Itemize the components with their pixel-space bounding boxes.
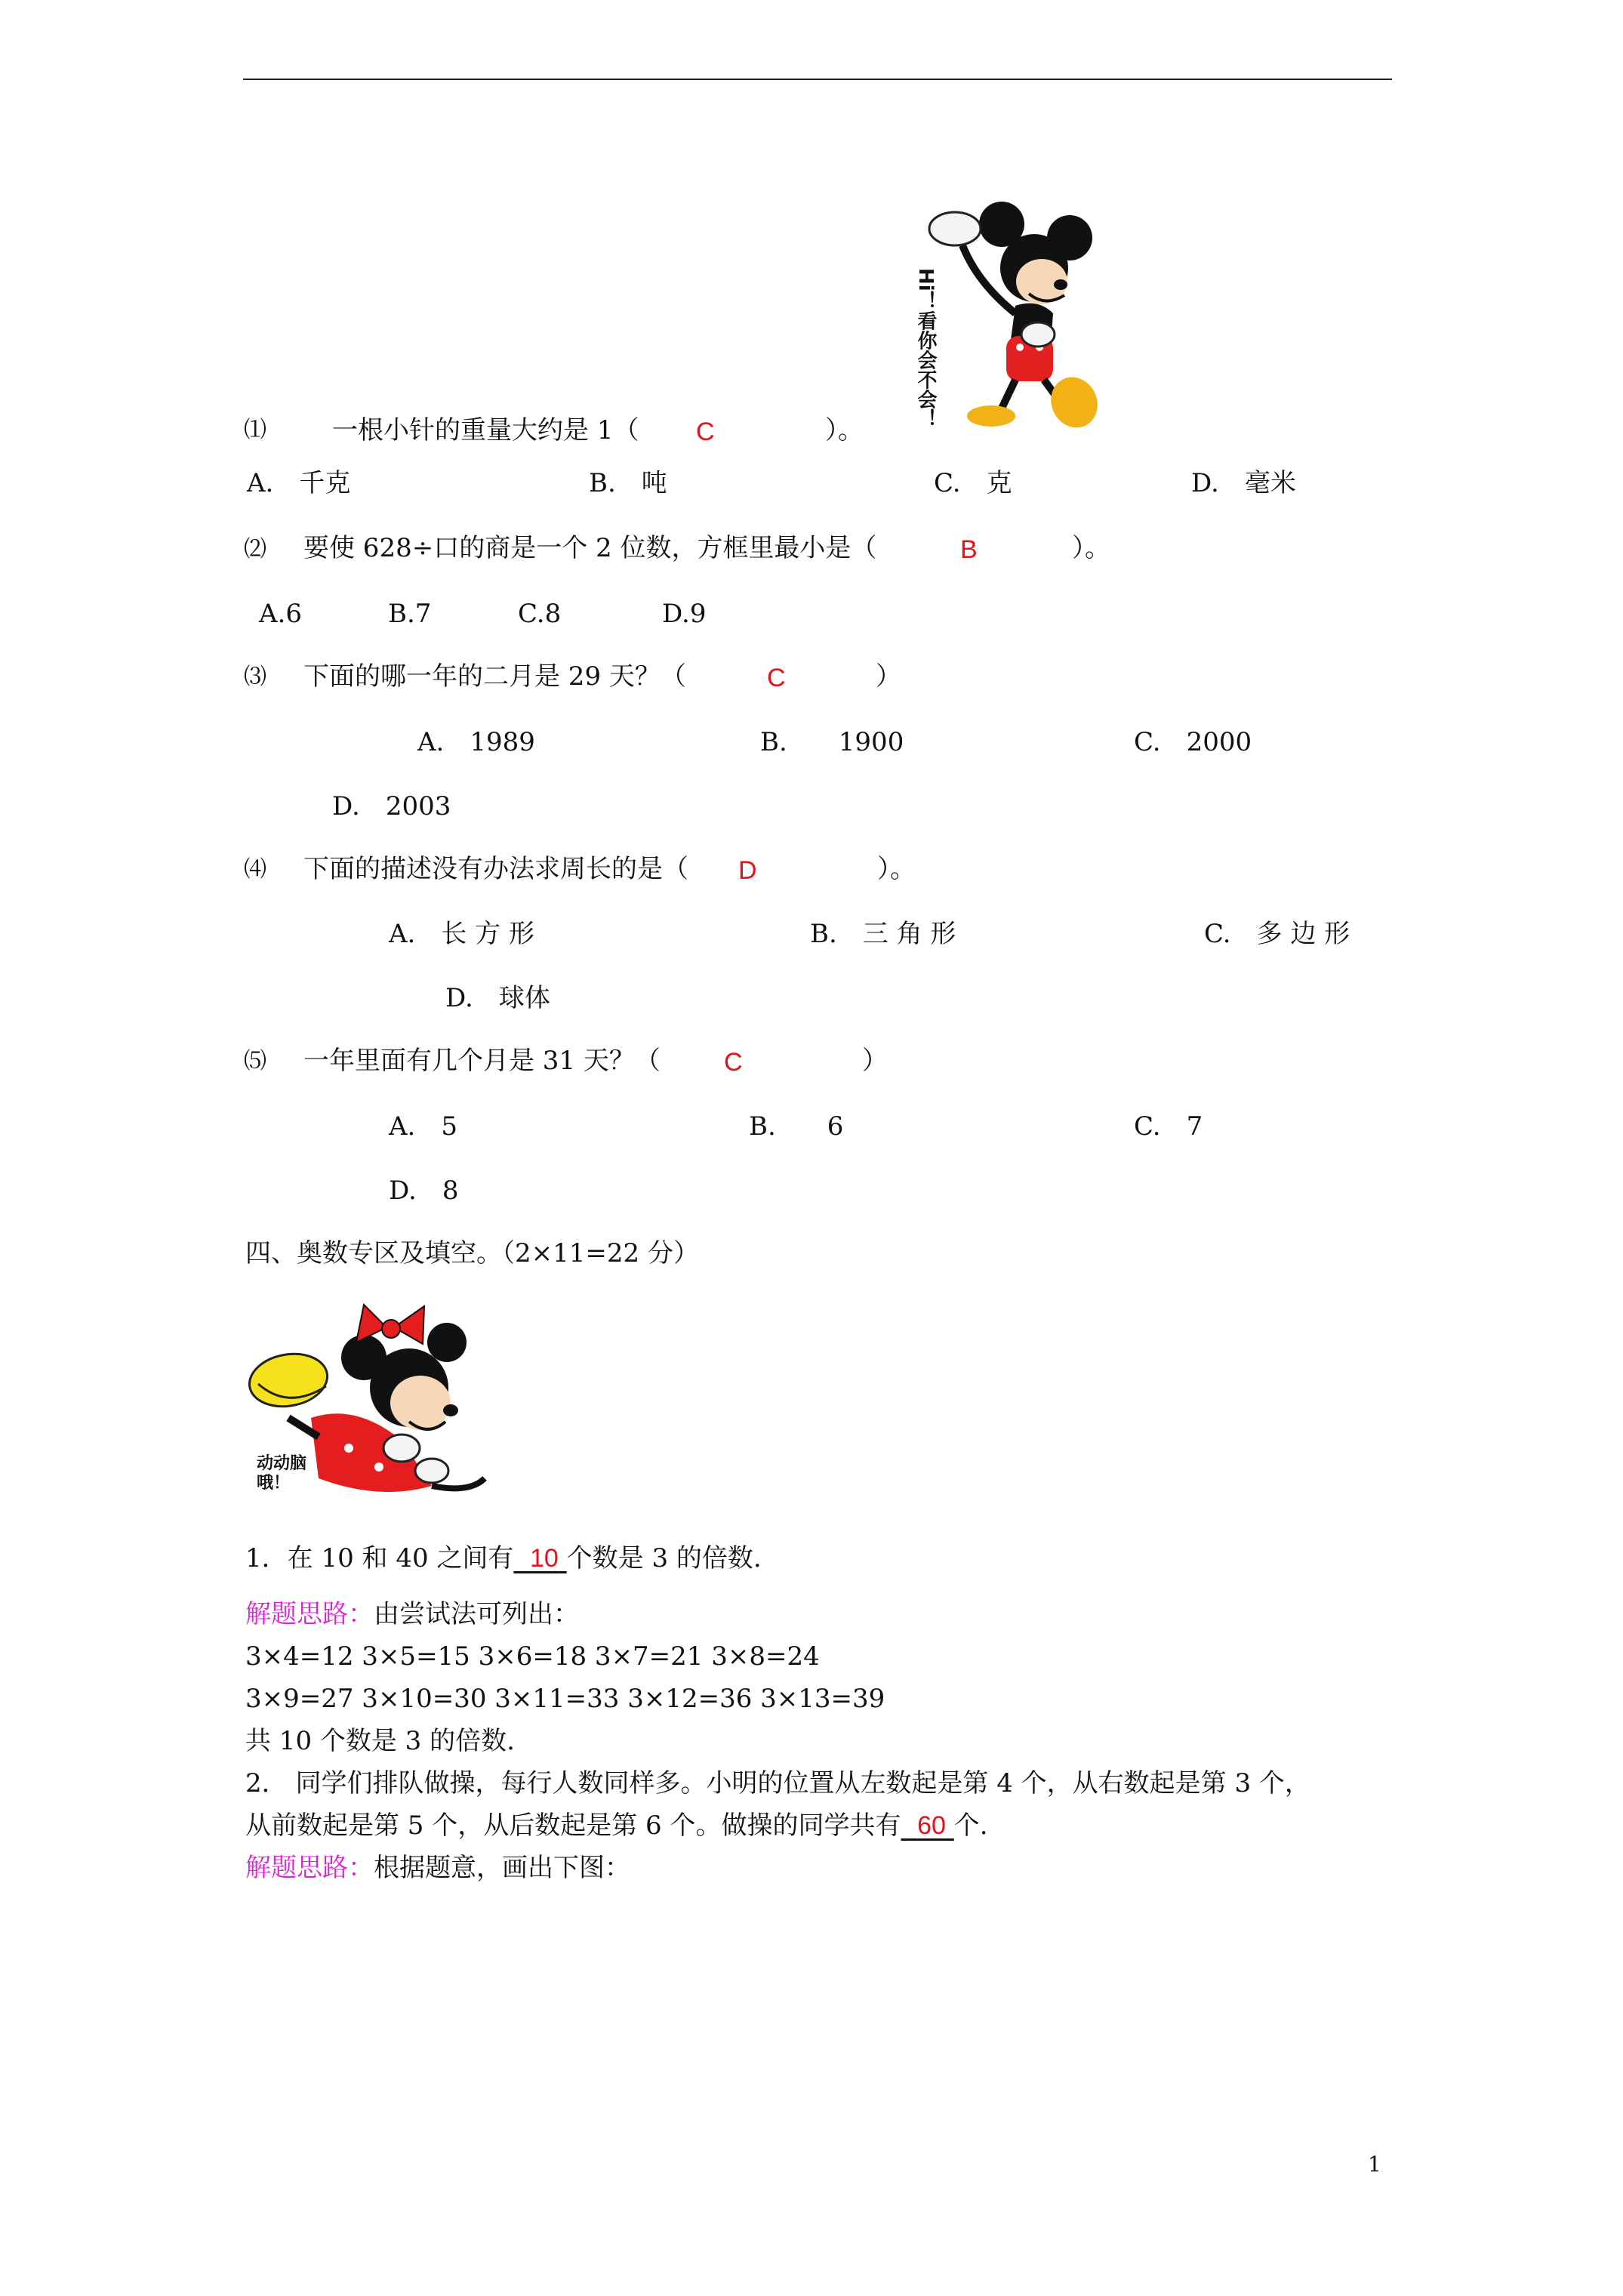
p1-conclusion: 共 10 个数是 3 的倍数.: [245, 1726, 515, 1756]
q2-answer: B: [960, 535, 978, 564]
q1-text: 一根小针的重量大约是 1（: [332, 415, 639, 445]
q2-option-a: A.6: [259, 599, 302, 629]
q3-option-c: C. 2000: [1134, 727, 1252, 757]
q2-text: 要使 628÷口的商是一个 2 位数，方框里最小是（: [303, 533, 877, 563]
p1-question: [245, 1543, 762, 1574]
header-rule: [243, 79, 1392, 80]
p2-answer: 60: [917, 1811, 946, 1840]
q5-number: ⑸: [244, 1048, 266, 1074]
p1-question-pre: 1．在 10 和 40 之间有: [245, 1543, 514, 1573]
q3-close: ）: [876, 661, 901, 692]
q2-option-b: B.7: [388, 599, 432, 629]
p2-line1: 2． 同学们排队做操，每行人数同样多。小明的位置从左数起是第 4 个，从右数起是第 3 个，: [245, 1768, 1310, 1798]
p1-hint-label: 解题思路：: [245, 1599, 374, 1629]
p2-hint: [245, 1853, 630, 1884]
q2-number: ⑵: [244, 536, 266, 562]
q1-option-b: B. 吨: [589, 468, 667, 498]
q4-option-a: A. 长 方 形: [389, 919, 534, 949]
q5-option-a: A. 5: [389, 1111, 457, 1142]
q3-text: 下面的哪一年的二月是 29 天？（: [303, 661, 686, 692]
q4-close: ）。: [877, 854, 916, 884]
q2-option-d: D.9: [662, 599, 707, 629]
q1-option-d: D. 毫米: [1191, 468, 1296, 498]
p2-hint-text: 根据题意，画出下图：: [374, 1853, 630, 1883]
q1-option-a: A. 千克: [247, 468, 351, 498]
mickey-caption: Hi！看你会不会！: [914, 268, 937, 429]
q5-text: 一年里面有几个月是 31 天？（: [303, 1046, 661, 1076]
q1-close: ）。: [825, 415, 864, 445]
q4-number: ⑷: [244, 856, 266, 883]
p1-answer-blank: [513, 1543, 566, 1573]
q3-number: ⑶: [244, 664, 266, 690]
q1-answer: C: [696, 418, 715, 446]
minnie-caption: 动动脑哦！: [257, 1454, 307, 1493]
p2-question-pre: 从前数起是第 5 个，从后数起是第 6 个。做操的同学共有: [245, 1811, 901, 1841]
q3-option-d: D. 2003: [332, 791, 451, 821]
q5-option-b: B. 6: [749, 1111, 844, 1142]
q5-option-d: D. 8: [389, 1176, 459, 1206]
p1-hint-text: 由尝试法可列出：: [374, 1599, 579, 1629]
p1-calc-line1: 3×4=12 3×5=15 3×6=18 3×7=21 3×8=24: [245, 1641, 820, 1672]
q4-answer: D: [738, 856, 757, 885]
p1-calc-line2: 3×9=27 3×10=30 3×11=33 3×12=36 3×13=39: [245, 1684, 885, 1714]
q5-close: ）: [862, 1046, 888, 1076]
p2-question-post: 个.: [953, 1811, 988, 1841]
section4-heading: 四、奥数专区及填空。（2×11=22 分）: [245, 1238, 699, 1268]
q5-answer: C: [724, 1048, 743, 1077]
q4-option-d: D. 球体: [445, 983, 550, 1013]
p1-answer: 10: [530, 1544, 559, 1573]
q4-option-b: B. 三 角 形: [810, 919, 956, 949]
mickey-image: [910, 193, 1098, 434]
minnie-image: [243, 1297, 500, 1524]
q1-number: ⑴: [244, 417, 266, 443]
q1-option-c: C. 克: [934, 468, 1012, 498]
p2-line2: [245, 1811, 988, 1841]
p1-hint: [245, 1599, 579, 1630]
q2-option-c: C.8: [518, 599, 562, 629]
p2-answer-blank: [901, 1811, 954, 1841]
q4-option-c: C. 多 边 形: [1204, 919, 1350, 949]
q3-answer: C: [767, 664, 786, 692]
q5-option-c: C. 7: [1134, 1111, 1203, 1142]
page-number: 1: [1368, 2152, 1381, 2177]
q3-option-a: A. 1989: [417, 727, 535, 757]
p2-hint-label: 解题思路：: [245, 1853, 374, 1883]
q2-close: ）。: [1072, 533, 1110, 563]
q3-option-b: B. 1900: [760, 727, 904, 757]
q4-text: 下面的描述没有办法求周长的是（: [303, 854, 688, 884]
p1-question-post: 个数是 3 的倍数.: [566, 1543, 762, 1573]
